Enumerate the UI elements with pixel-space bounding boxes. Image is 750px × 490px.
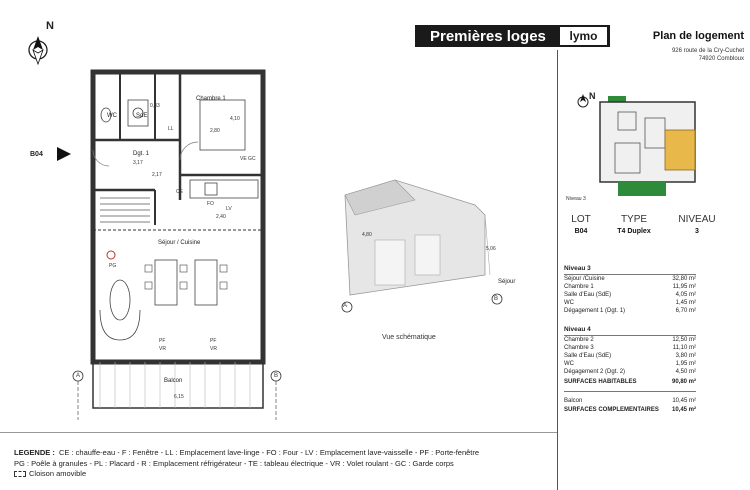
brand-title: Premières loges: [430, 28, 546, 45]
code-pg: PG: [109, 263, 117, 269]
schematic-caption: Vue schématique: [382, 334, 436, 341]
compass-label: N: [46, 20, 54, 32]
area-row: Salle d'Eau (SdE) 4,05 m²: [564, 292, 696, 298]
cloison-amovible-icon: [14, 471, 26, 477]
area-row: Dégagement 1 (Dgt. 1) 6,70 m²: [564, 308, 696, 314]
right-panel-divider: [557, 50, 558, 490]
room-sejour-cuisine: Séjour / Cuisine: [158, 240, 201, 246]
dim-wc-height: 0,83: [150, 103, 160, 109]
compass: [22, 20, 58, 68]
address-line-1: 926 route de la Cry-Cuchet: [671, 48, 744, 54]
area-row: Chambre 2 12,50 m²: [564, 337, 696, 343]
keyplan: [570, 88, 700, 200]
type-label: TYPE: [620, 214, 648, 225]
balcon-area-row: Balcon 10,45 m²: [564, 398, 696, 404]
code-pf-1: PF: [159, 338, 166, 344]
niveau3-rule: [564, 274, 696, 275]
dim-dgt1-height: 2,17: [152, 172, 162, 178]
address-line-2: 74920 Combloux: [698, 56, 744, 62]
schematic-sejour-label: Séjour: [498, 279, 516, 285]
area-row: Dégagement 2 (Dgt. 2) 4,50 m²: [564, 369, 696, 375]
dim-dgt1-width: 3,17: [133, 160, 143, 166]
code-fo: FO: [207, 201, 214, 207]
area-row: WC 1,45 m²: [564, 300, 696, 306]
area-row: Salle d'Eau (SdE) 3,80 m²: [564, 353, 696, 359]
schematic-axis-b: B: [494, 296, 499, 302]
area-row: WC 1,95 m²: [564, 361, 696, 367]
niveau-value: 3: [695, 228, 699, 235]
legend-line-3: Cloison amovible: [14, 469, 534, 480]
code-ve-gc: VE GC: [240, 156, 256, 162]
legend-title: LEGENDE :: [14, 448, 55, 457]
surfaces-habitables-row: SURFACES HABITABLES 90,80 m²: [564, 379, 696, 385]
niveau3-title: Niveau 3: [564, 265, 591, 272]
schematic-dim-left: 4,80: [362, 232, 372, 238]
legend-divider: [0, 432, 557, 433]
lot-value: B04: [574, 228, 588, 235]
room-balcon: Balcon: [164, 378, 183, 384]
keyplan-compass-label: N: [589, 91, 596, 101]
schematic-dim-right: 5,06: [486, 246, 496, 252]
brand-logo: lymo: [560, 27, 607, 45]
schematic-view: [335, 175, 515, 315]
room-dgt1: Dgt. 1: [133, 151, 150, 157]
legend-line-1: LEGENDE : CE : chauffe-eau - F : Fenêtre - LL : Emplacement lave-linge - FO : Four - LV : Emplacement lave-vaisselle - PF : Porte-fenêtre: [14, 448, 480, 457]
code-ll: LL: [168, 126, 174, 132]
area-row: Séjour /Cuisine 32,80 m²: [564, 276, 696, 282]
dim-balcon-width: 6,15: [174, 394, 184, 400]
code-pf-2: PF: [210, 338, 217, 344]
niveau-label: NIVEAU: [678, 214, 716, 225]
area-row: Chambre 1 11,95 m²: [564, 284, 696, 290]
keyplan-caption: Niveau 3: [566, 196, 586, 202]
room-sde: SdE: [136, 113, 148, 119]
code-lv: LV: [226, 206, 232, 212]
unit-marker-label: B04: [30, 151, 43, 158]
plan-axis-b: B: [274, 373, 279, 379]
schematic-axis-a: A: [343, 303, 348, 309]
dim-kitchen-width: 2,40: [216, 214, 226, 220]
dim-chambre1-height: 4,10: [230, 116, 240, 122]
plan-axis-a: A: [76, 373, 81, 379]
unit-entry-arrow-icon: [57, 147, 71, 161]
code-vr-2: VR: [210, 346, 217, 352]
plan-title: Plan de logement: [652, 30, 744, 42]
code-ce: CE: [176, 189, 183, 195]
legend-line-2: PG : Poêle à granules - PL : Placard - R : Emplacement réfrigérateur - TE : tableau électrique - VR : Volet roulant - GC : Garde corps: [14, 458, 454, 468]
niveau4-rule: [564, 335, 696, 336]
room-chambre-1: Chambre 1: [196, 96, 226, 102]
niveau4-title: Niveau 4: [564, 326, 591, 333]
surfaces-complementaires-row: SURFACES COMPLEMENTAIRES 10,45 m²: [564, 407, 696, 413]
complementary-rule: [564, 391, 696, 392]
type-value: T4 Duplex: [617, 228, 651, 235]
legend: [14, 448, 534, 480]
code-vr-1: VR: [159, 346, 166, 352]
lot-label: LOT: [571, 214, 591, 225]
dim-chambre1-width: 2,80: [210, 128, 220, 134]
room-wc: WC: [107, 113, 117, 119]
area-row: Chambre 3 11,10 m²: [564, 345, 696, 351]
